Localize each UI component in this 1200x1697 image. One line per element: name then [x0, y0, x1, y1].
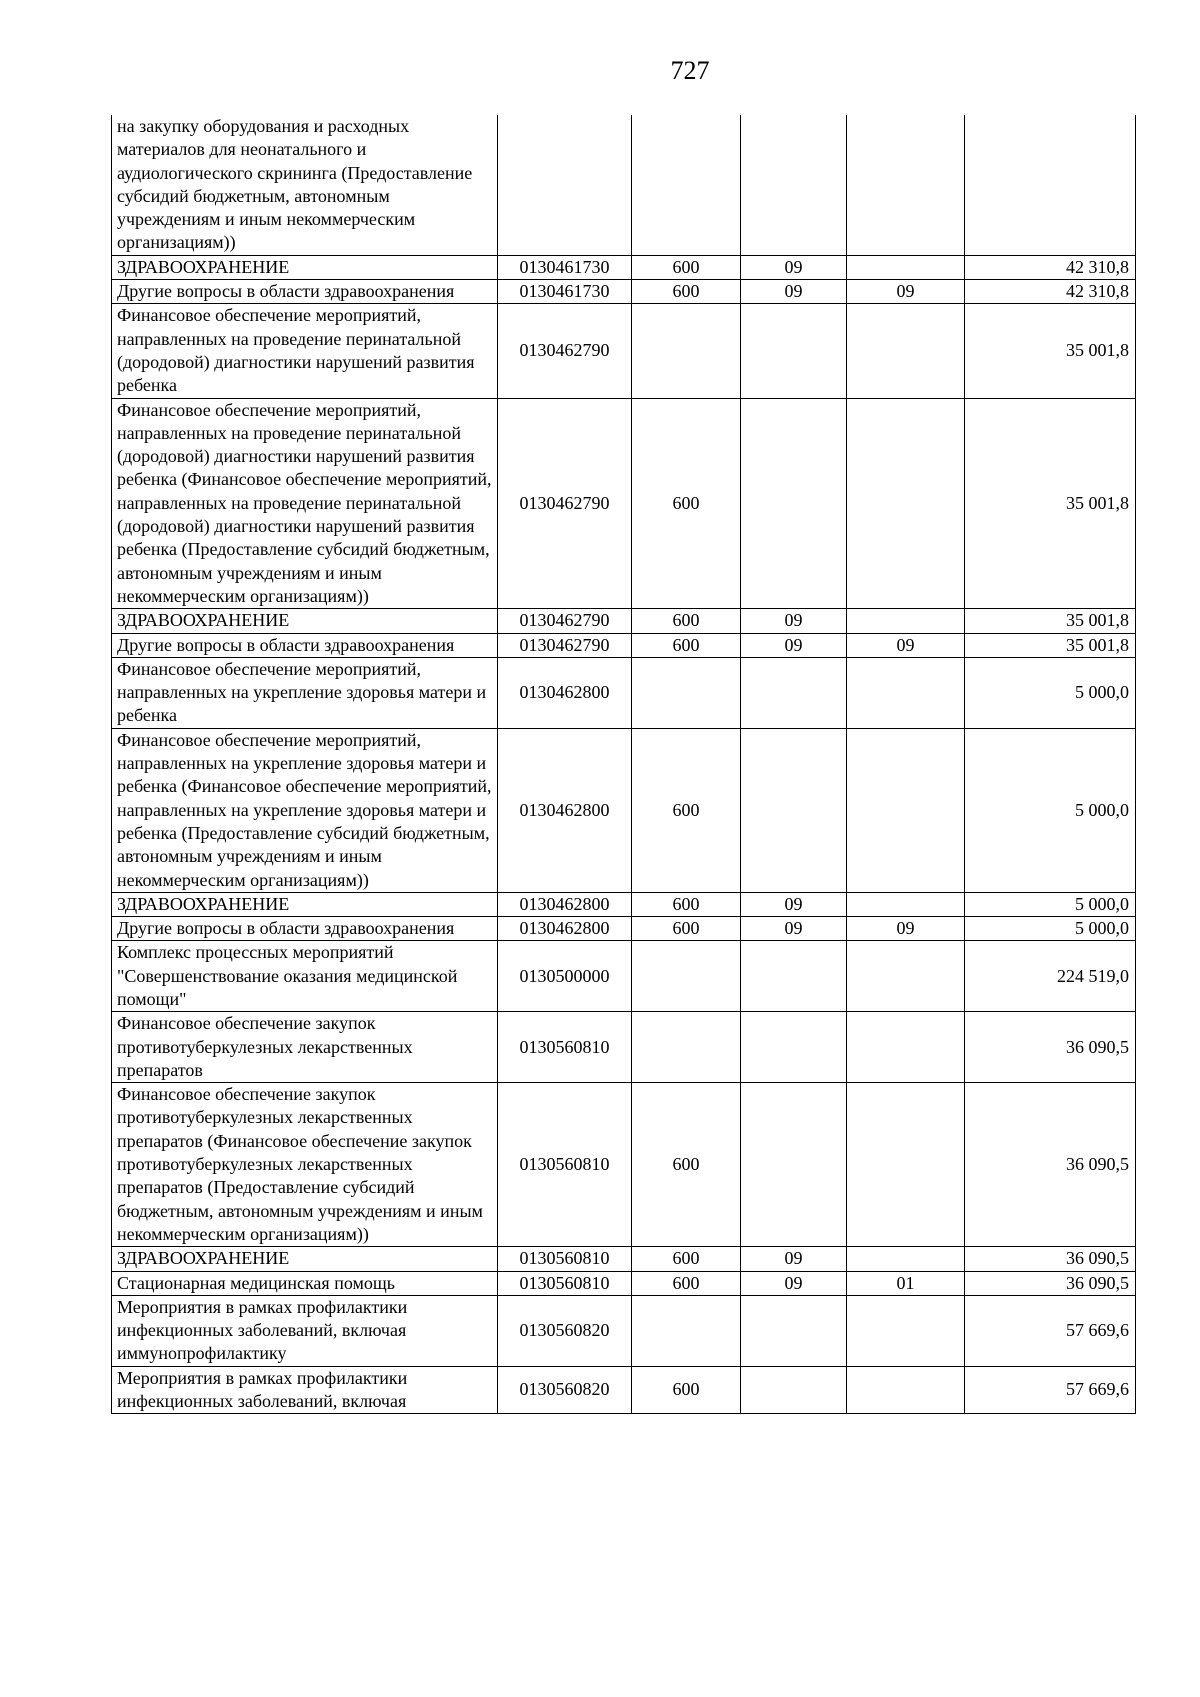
- target-article-code-cell: 0130560810: [498, 1012, 632, 1083]
- expense-type-code-cell: 600: [632, 1271, 741, 1295]
- expense-type-code-cell: 600: [632, 1366, 741, 1414]
- row-name-cell: Мероприятия в рамках профилактики инфекционных заболеваний, включая: [112, 1366, 498, 1414]
- section-code-cell: [741, 728, 847, 892]
- expense-type-code-cell: [632, 1295, 741, 1366]
- target-article-code-cell: 0130560820: [498, 1295, 632, 1366]
- subsection-code-cell: 01: [847, 1271, 965, 1295]
- amount-cell: 5 000,0: [965, 657, 1136, 728]
- expense-type-code-cell: 600: [632, 280, 741, 304]
- row-name-cell: Финансовое обеспечение мероприятий, направленных на укрепление здоровья матери и ребенка: [112, 657, 498, 728]
- section-code-cell: [741, 657, 847, 728]
- section-code-cell: [741, 1083, 847, 1247]
- amount-cell: 5 000,0: [965, 728, 1136, 892]
- section-code-cell: [741, 941, 847, 1012]
- table-row: [112, 1295, 1136, 1366]
- table-row: [112, 280, 1136, 304]
- table-row: [112, 398, 1136, 609]
- section-code-cell: 09: [741, 892, 847, 916]
- target-article-code-cell: 0130462800: [498, 728, 632, 892]
- expense-type-code-cell: 600: [632, 609, 741, 633]
- target-article-code-cell: 0130560810: [498, 1247, 632, 1271]
- amount-cell: 35 001,8: [965, 304, 1136, 398]
- amount-cell: 5 000,0: [965, 917, 1136, 941]
- table-row: [112, 633, 1136, 657]
- section-code-cell: [741, 1012, 847, 1083]
- amount-cell: 35 001,8: [965, 398, 1136, 609]
- row-name-cell: ЗДРАВООХРАНЕНИЕ: [112, 892, 498, 916]
- row-name-cell: Финансовое обеспечение закупок противотуберкулезных лекарственных препаратов (Финансовое обеспечение закупок противотуберкулезных лекарственных препаратов (Предоставление субсидий бюджетным, автономным учреждениям и иным некоммерческим организациям)): [112, 1083, 498, 1247]
- expense-type-code-cell: [632, 1012, 741, 1083]
- table-row: [112, 1247, 1136, 1271]
- expense-type-code-cell: [632, 115, 741, 255]
- amount-cell: 42 310,8: [965, 280, 1136, 304]
- subsection-code-cell: 09: [847, 633, 965, 657]
- row-name-cell: Другие вопросы в области здравоохранения: [112, 280, 498, 304]
- row-name-cell: ЗДРАВООХРАНЕНИЕ: [112, 255, 498, 279]
- table-row: [112, 1012, 1136, 1083]
- expense-type-code-cell: 600: [632, 1247, 741, 1271]
- row-name-cell: Стационарная медицинская помощь: [112, 1271, 498, 1295]
- target-article-code-cell: 0130560820: [498, 1366, 632, 1414]
- section-code-cell: 09: [741, 609, 847, 633]
- subsection-code-cell: [847, 728, 965, 892]
- row-name-cell: Другие вопросы в области здравоохранения: [112, 917, 498, 941]
- table-row: [112, 304, 1136, 398]
- row-name-cell: Финансовое обеспечение мероприятий, направленных на укрепление здоровья матери и ребенка (Финансовое обеспечение мероприятий, направленных на укрепление здоровья матери и ребенка (Предоставление субсидий бюджетным, автономным учреждениям и иным некоммерческим организациям)): [112, 728, 498, 892]
- table-row: [112, 255, 1136, 279]
- table-row: [112, 115, 1136, 255]
- expense-type-code-cell: [632, 304, 741, 398]
- expense-type-code-cell: 600: [632, 728, 741, 892]
- section-code-cell: 09: [741, 280, 847, 304]
- row-name-cell: Мероприятия в рамках профилактики инфекционных заболеваний, включая иммунопрофилактику: [112, 1295, 498, 1366]
- table-row: [112, 728, 1136, 892]
- section-code-cell: 09: [741, 633, 847, 657]
- expense-type-code-cell: 600: [632, 255, 741, 279]
- subsection-code-cell: [847, 609, 965, 633]
- expense-type-code-cell: [632, 657, 741, 728]
- section-code-cell: 09: [741, 255, 847, 279]
- row-name-cell: ЗДРАВООХРАНЕНИЕ: [112, 1247, 498, 1271]
- amount-cell: [965, 115, 1136, 255]
- section-code-cell: [741, 115, 847, 255]
- subsection-code-cell: [847, 941, 965, 1012]
- expense-type-code-cell: [632, 941, 741, 1012]
- subsection-code-cell: [847, 1083, 965, 1247]
- amount-cell: 36 090,5: [965, 1083, 1136, 1247]
- table-body: [112, 115, 1136, 1414]
- amount-cell: 35 001,8: [965, 609, 1136, 633]
- section-code-cell: 09: [741, 1247, 847, 1271]
- target-article-code-cell: 0130462800: [498, 917, 632, 941]
- amount-cell: 36 090,5: [965, 1271, 1136, 1295]
- target-article-code-cell: 0130462790: [498, 398, 632, 609]
- target-article-code-cell: 0130461730: [498, 280, 632, 304]
- subsection-code-cell: [847, 892, 965, 916]
- expense-type-code-cell: 600: [632, 892, 741, 916]
- budget-table: [111, 115, 1136, 1414]
- table-row: [112, 941, 1136, 1012]
- table-row: [112, 892, 1136, 916]
- amount-cell: 57 669,6: [965, 1366, 1136, 1414]
- row-name-cell: Другие вопросы в области здравоохранения: [112, 633, 498, 657]
- table-row: [112, 1366, 1136, 1414]
- expense-type-code-cell: 600: [632, 633, 741, 657]
- page-number: 727: [670, 56, 710, 85]
- row-name-cell: Комплекс процессных мероприятий "Совершенствование оказания медицинской помощи": [112, 941, 498, 1012]
- subsection-code-cell: [847, 1295, 965, 1366]
- amount-cell: 5 000,0: [965, 892, 1136, 916]
- target-article-code-cell: 0130500000: [498, 941, 632, 1012]
- target-article-code-cell: 0130462790: [498, 633, 632, 657]
- row-name-cell: Финансовое обеспечение закупок противотуберкулезных лекарственных препаратов: [112, 1012, 498, 1083]
- subsection-code-cell: [847, 115, 965, 255]
- table-row: [112, 1083, 1136, 1247]
- amount-cell: 42 310,8: [965, 255, 1136, 279]
- target-article-code-cell: 0130462790: [498, 609, 632, 633]
- section-code-cell: [741, 1295, 847, 1366]
- target-article-code-cell: 0130462800: [498, 657, 632, 728]
- expense-type-code-cell: 600: [632, 1083, 741, 1247]
- subsection-code-cell: [847, 1366, 965, 1414]
- target-article-code-cell: 0130462800: [498, 892, 632, 916]
- section-code-cell: [741, 1366, 847, 1414]
- target-article-code-cell: 0130560810: [498, 1271, 632, 1295]
- amount-cell: 35 001,8: [965, 633, 1136, 657]
- row-name-cell: на закупку оборудования и расходных материалов для неонатального и аудиологического скрининга (Предоставление субсидий бюджетным, автономным учреждениям и иным некоммерческим организациям)): [112, 115, 498, 255]
- subsection-code-cell: [847, 304, 965, 398]
- subsection-code-cell: [847, 1247, 965, 1271]
- amount-cell: 57 669,6: [965, 1295, 1136, 1366]
- table-row: [112, 1271, 1136, 1295]
- subsection-code-cell: 09: [847, 280, 965, 304]
- row-name-cell: Финансовое обеспечение мероприятий, направленных на проведение перинатальной (дородовой) диагностики нарушений развития ребенка: [112, 304, 498, 398]
- subsection-code-cell: [847, 398, 965, 609]
- amount-cell: 36 090,5: [965, 1012, 1136, 1083]
- amount-cell: 224 519,0: [965, 941, 1136, 1012]
- table-row: [112, 657, 1136, 728]
- section-code-cell: [741, 304, 847, 398]
- target-article-code-cell: 0130462790: [498, 304, 632, 398]
- section-code-cell: 09: [741, 917, 847, 941]
- target-article-code-cell: 0130461730: [498, 255, 632, 279]
- table-row: [112, 917, 1136, 941]
- subsection-code-cell: [847, 1012, 965, 1083]
- subsection-code-cell: [847, 255, 965, 279]
- amount-cell: 36 090,5: [965, 1247, 1136, 1271]
- row-name-cell: Финансовое обеспечение мероприятий, направленных на проведение перинатальной (дородовой) диагностики нарушений развития ребенка (Финансовое обеспечение мероприятий, направленных на проведение перинатальной (дородовой) диагностики нарушений развития ребенка (Предоставление субсидий бюджетным, автономным учреждениям и иным некоммерческим организациям)): [112, 398, 498, 609]
- section-code-cell: 09: [741, 1271, 847, 1295]
- section-code-cell: [741, 398, 847, 609]
- subsection-code-cell: 09: [847, 917, 965, 941]
- target-article-code-cell: 0130560810: [498, 1083, 632, 1247]
- target-article-code-cell: [498, 115, 632, 255]
- row-name-cell: ЗДРАВООХРАНЕНИЕ: [112, 609, 498, 633]
- table-row: [112, 609, 1136, 633]
- expense-type-code-cell: 600: [632, 917, 741, 941]
- expense-type-code-cell: 600: [632, 398, 741, 609]
- subsection-code-cell: [847, 657, 965, 728]
